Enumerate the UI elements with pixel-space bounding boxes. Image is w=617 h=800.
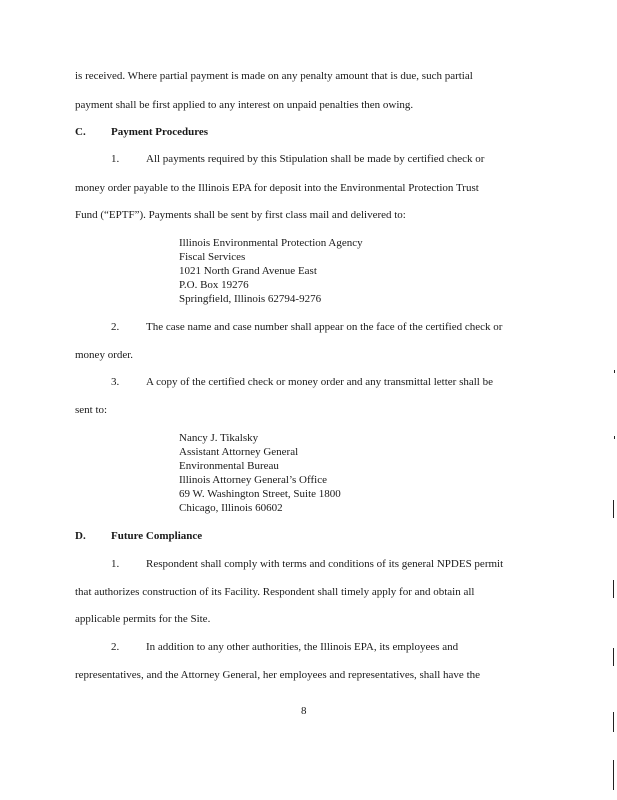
body-text-line: All payments required by this Stipulation shall be made by certified check or xyxy=(146,153,485,165)
scan-mark xyxy=(613,500,614,518)
body-text-line: A copy of the certified check or money order and any transmittal letter shall be xyxy=(146,376,493,388)
address-block-attorney-general xyxy=(179,431,341,515)
address-line: 69 W. Washington Street, Suite 1800 xyxy=(179,488,341,500)
section-c-heading: Payment Procedures xyxy=(111,126,209,138)
scan-mark xyxy=(613,760,614,790)
address-line: Assistant Attorney General xyxy=(179,446,299,458)
body-text-line: money order payable to the Illinois EPA for deposit into the Environmental Protection Trust xyxy=(75,182,479,194)
body-text-line: is received. Where partial payment is made on any penalty amount that is due, such partial xyxy=(75,70,473,82)
section-c-letter: C. xyxy=(75,126,86,138)
address-line: P.O. Box 19276 xyxy=(179,279,249,291)
body-text-line: In addition to any other authorities, the Illinois EPA, its employees and xyxy=(146,641,459,653)
item-number: 1. xyxy=(111,153,120,165)
item-number: 2. xyxy=(111,641,120,653)
scan-mark xyxy=(613,580,614,598)
item-number: 2. xyxy=(111,321,120,333)
item-number: 1. xyxy=(111,558,120,570)
address-line: Fiscal Services xyxy=(179,251,246,263)
address-line: Springfield, Illinois 62794-9276 xyxy=(179,293,322,305)
scan-mark xyxy=(614,370,615,373)
address-line: Environmental Bureau xyxy=(179,460,279,472)
scan-mark xyxy=(613,712,614,732)
section-d-letter: D. xyxy=(75,530,86,542)
address-block-epa xyxy=(179,236,363,306)
body-text-line: representatives, and the Attorney General, her employees and representatives, shall have the xyxy=(75,669,481,681)
section-d-heading: Future Compliance xyxy=(111,530,203,542)
body-text-line: money order. xyxy=(75,349,134,361)
address-line: Illinois Environmental Protection Agency xyxy=(179,237,363,249)
address-line: Chicago, Illinois 60602 xyxy=(179,502,283,514)
page-number: 8 xyxy=(301,705,307,717)
address-line: Illinois Attorney General’s Office xyxy=(179,474,327,486)
body-text-line: applicable permits for the Site. xyxy=(75,613,211,625)
body-text-line: sent to: xyxy=(75,404,108,416)
scan-mark xyxy=(614,436,615,439)
scan-mark xyxy=(613,648,614,666)
body-text-line: that authorizes construction of its Facility. Respondent shall timely apply for and obtain all xyxy=(75,586,475,598)
body-text-line: Fund (“EPTF”). Payments shall be sent by first class mail and delivered to: xyxy=(75,209,406,221)
address-line: 1021 North Grand Avenue East xyxy=(179,265,317,277)
item-number: 3. xyxy=(111,376,120,388)
body-text-line: payment shall be first applied to any interest on unpaid penalties then owing. xyxy=(75,99,414,111)
body-text-line: Respondent shall comply with terms and conditions of its general NPDES permit xyxy=(146,558,504,570)
body-text-line: The case name and case number shall appear on the face of the certified check or xyxy=(146,321,503,333)
address-line: Nancy J. Tikalsky xyxy=(179,432,259,444)
